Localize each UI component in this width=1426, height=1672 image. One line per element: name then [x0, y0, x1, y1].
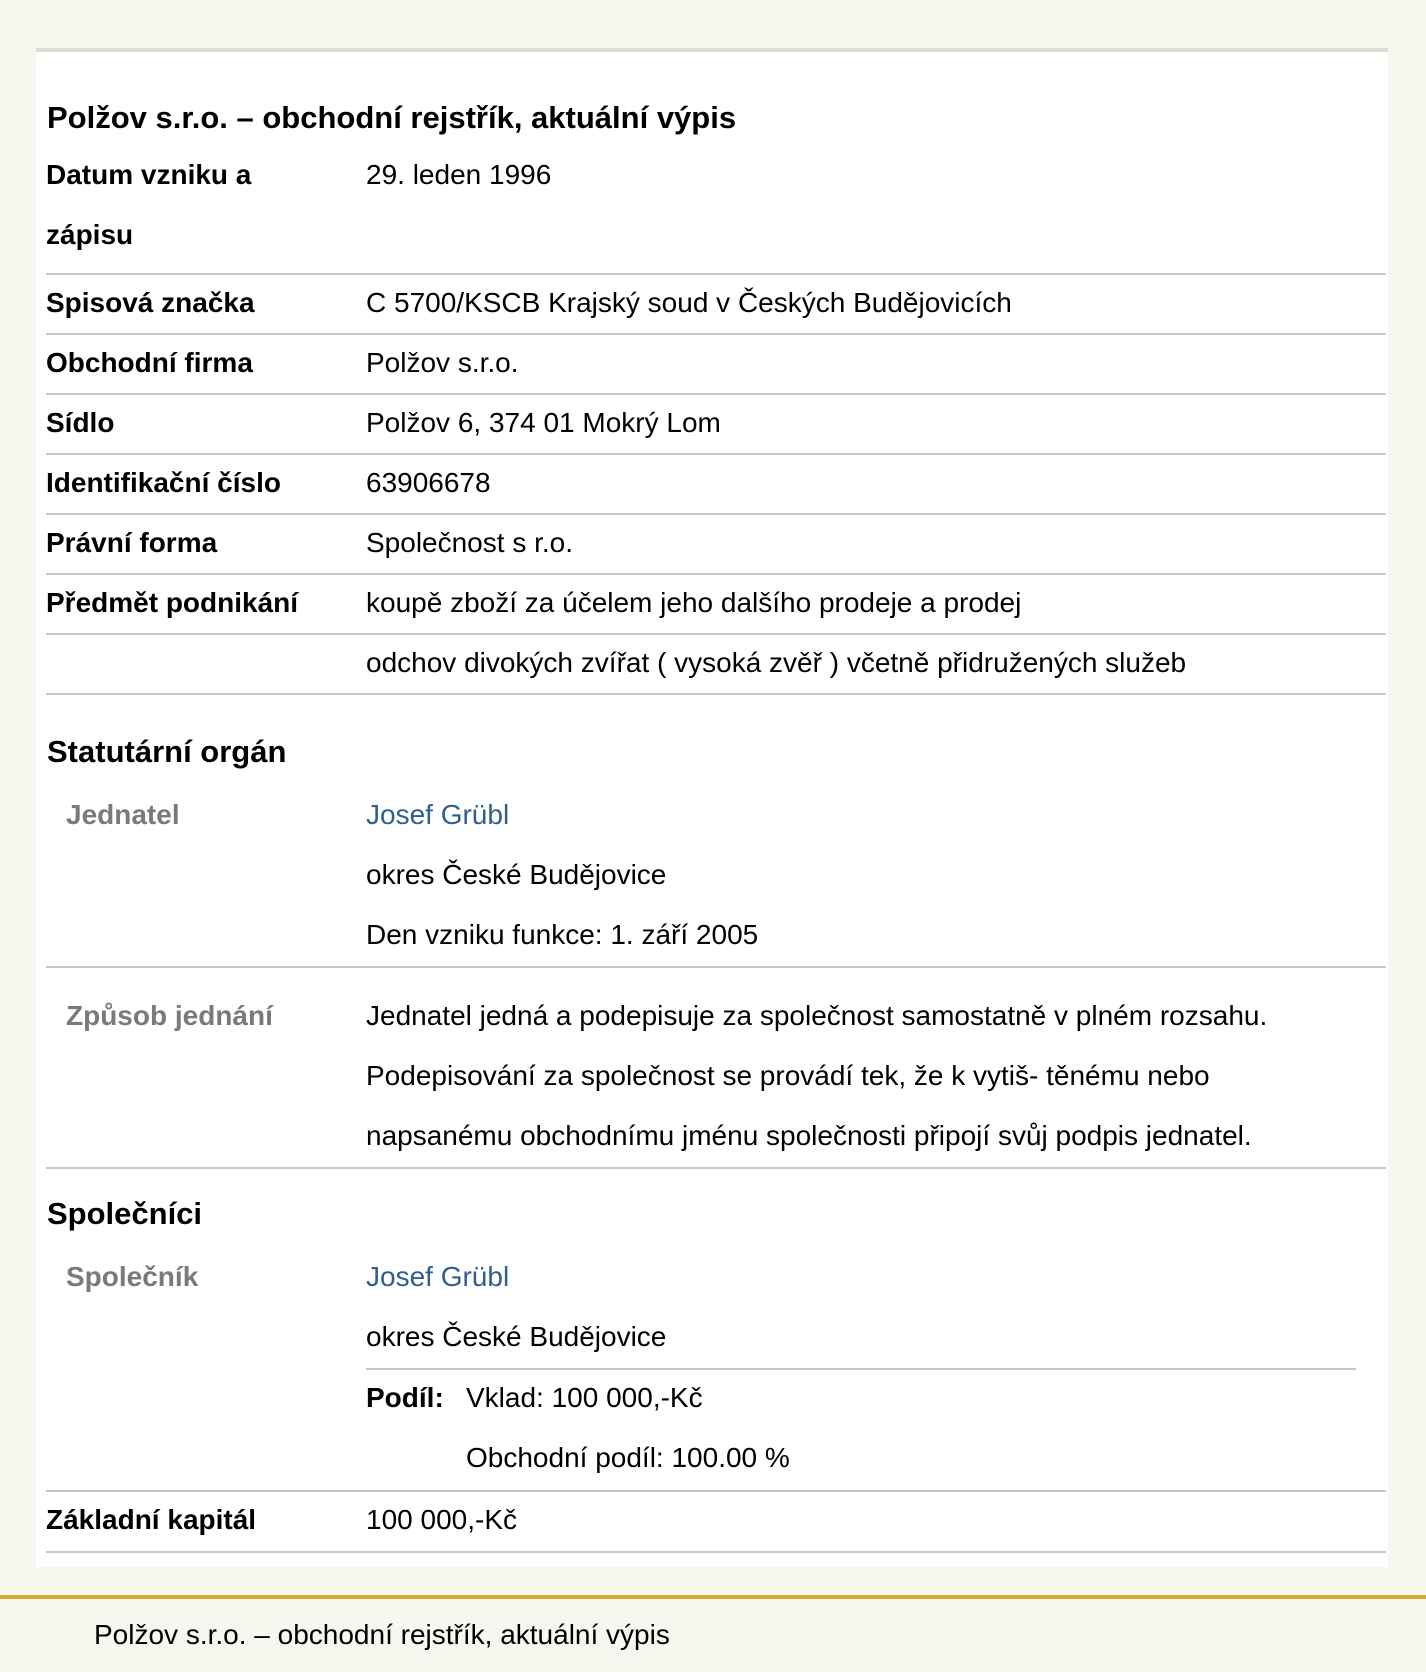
- value-datum-vzniku: 29. leden 1996: [366, 159, 552, 190]
- row-predmet-podnikani-2: [46, 635, 1386, 695]
- label-zakladni-kapital: Základní kapitál: [46, 1504, 257, 1535]
- label-spolecnik: Společník: [66, 1261, 199, 1292]
- label-pravni-forma: Právní forma: [46, 527, 218, 558]
- value-sidlo: Polžov 6, 374 01 Mokrý Lom: [366, 407, 721, 438]
- link-spolecnik-name[interactable]: Josef Grübl: [366, 1261, 510, 1292]
- value-zakladni-kapital: 100 000,-Kč: [366, 1504, 517, 1535]
- podil-vklad: Vklad: 100 000,-Kč: [466, 1382, 703, 1413]
- label-obchodni-firma: Obchodní firma: [46, 347, 253, 378]
- value-zpusob-jednani: [366, 986, 1376, 1166]
- row-predmet-podnikani: [46, 575, 1386, 635]
- label-identifikacni-cislo: Identifikační číslo: [46, 467, 281, 498]
- row-zpusob-jednani: [46, 986, 1386, 1169]
- row-obchodni-firma: [46, 335, 1386, 395]
- jednatel-funkce: Den vzniku funkce: 1. září 2005: [366, 919, 759, 950]
- label-datum-vzniku: [46, 145, 251, 265]
- row-identifikacni-cislo: [46, 455, 1386, 515]
- label-datum-line-2: zápisu: [46, 219, 134, 250]
- label-predmet-podnikani: Předmět podnikání: [46, 587, 299, 618]
- document-title: Polžov s.r.o. – obchodní rejstřík, aktuální výpis: [47, 100, 737, 135]
- link-jednatel-name[interactable]: Josef Grübl: [366, 799, 510, 830]
- value-predmet-1: koupě zboží za účelem jeho dalšího prodeje a prodej: [366, 587, 1022, 618]
- footer-title: Polžov s.r.o. – obchodní rejstřík, aktuální výpis: [94, 1619, 670, 1650]
- row-zakladni-kapital: [46, 1492, 1386, 1553]
- label-spisova-znacka: Spisová značka: [46, 287, 255, 318]
- value-identifikacni-cislo: 63906678: [366, 467, 491, 498]
- label-datum-line-1: Datum vzniku a: [46, 159, 252, 190]
- value-spisova-znacka: C 5700/KSCB Krajský soud v Českých Budějovicích: [366, 287, 1012, 318]
- row-datum-vzniku: [46, 145, 1386, 275]
- label-jednatel: Jednatel: [66, 799, 180, 830]
- podil-obchodni: Obchodní podíl: 100.00 %: [466, 1442, 790, 1473]
- jednatel-okres: okres České Budějovice: [366, 859, 667, 890]
- value-predmet-2: odchov divokých zvířat ( vysoká zvěř ) včetně přidružených služeb: [366, 647, 1187, 678]
- value-obchodni-firma: Polžov s.r.o.: [366, 347, 519, 378]
- page-footer: [0, 1595, 1426, 1672]
- row-jednatel: [46, 785, 1386, 968]
- row-sidlo: [46, 395, 1386, 455]
- label-sidlo: Sídlo: [46, 407, 115, 438]
- value-jednatel: [366, 785, 1376, 965]
- zpusob-line-3: napsanému obchodnímu jménu společnosti připojí svůj podpis jednatel.: [366, 1120, 1252, 1151]
- row-pravni-forma: [46, 515, 1386, 575]
- label-zpusob-jednani: Způsob jednání: [66, 1000, 273, 1031]
- value-pravni-forma: Společnost s r.o.: [366, 527, 574, 558]
- zpusob-line-2: Podepisování za společnost se provádí tek, že k vytiš- těnému nebo: [366, 1060, 1210, 1091]
- value-spolecnik: [366, 1247, 1376, 1367]
- row-spisova-znacka: [46, 275, 1386, 335]
- section-spolecnici: Společníci: [47, 1196, 203, 1231]
- value-podil: [466, 1368, 790, 1488]
- label-podil: Podíl:: [366, 1382, 444, 1413]
- spolecnik-okres: okres České Budějovice: [366, 1321, 667, 1352]
- zpusob-line-1: Jednatel jedná a podepisuje za společnost samostatně v plném rozsahu.: [366, 1000, 1268, 1031]
- section-statutarni-organ: Statutární orgán: [47, 734, 287, 769]
